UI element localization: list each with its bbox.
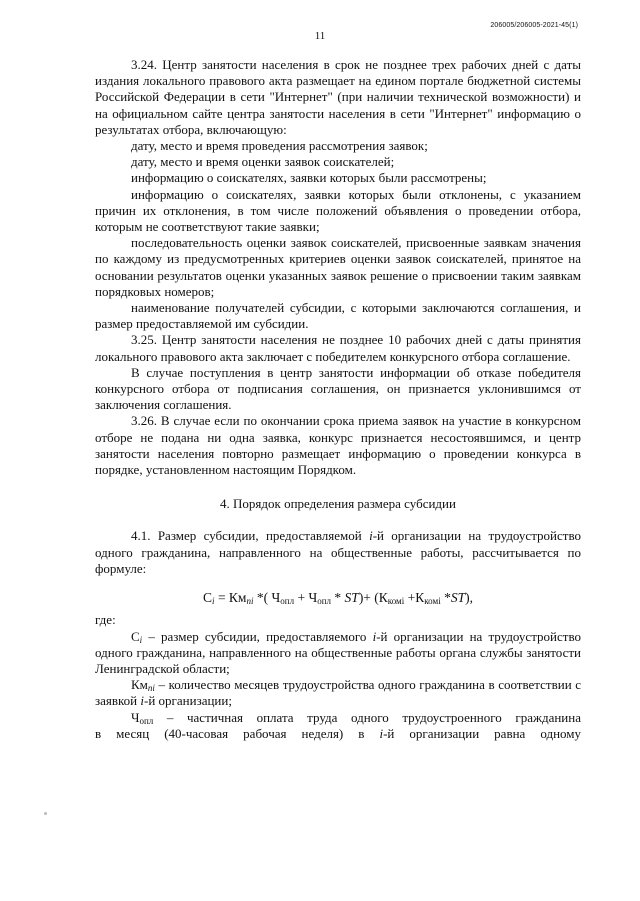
page-number: 11 [314, 30, 326, 42]
definition-ci: $С_i$ – размер субсидии, предоставляемого i-й организации на трудоустройство одного гражданина, направленного на общественные работы органа службы занятости Ленинградской области; [95, 628, 582, 676]
list-item: информацию о соискателях, заявки которых были отклонены, с указанием причин их отклонения, в том числе положений объявления о проведении отбора, которым не соответствуют такие заявки; [95, 186, 581, 235]
scan-dot [44, 812, 47, 815]
subsidy-formula: $С_i = Км_{ni}$ *( $Ч_{опл} + Ч_{опл} * ST)+ (К_{комi} +К_{комi}$ *ST), [203, 590, 473, 607]
definition-ch: $Ч_{опл}$ – частичная оплата труда одного трудоустроенного гражданина [131, 709, 581, 726]
paragraph-4-1: 4.1. Размер субсидии, предоставляемой i-й организации на трудоустройство одного гражданина, направленного на общественные работы, рассчитывается по формуле: [95, 528, 582, 576]
section-heading: 4. Порядок определения размера субсидии [220, 496, 456, 512]
where-label: где: [95, 612, 116, 628]
paragraph-3-25-refusal: В случае поступления в центр занятости информации об отказе победителя конкурсного отбора от подписания соглашения, он признается уклонившимся от заключения соглашения. [95, 364, 581, 413]
list-item: наименование получателей субсидии, с которыми заключаются соглашения, и размер предоставляемой им субсидии. [95, 300, 581, 332]
list-item: информацию о соискателях, заявки которых были рассмотрены; [131, 170, 487, 186]
paragraph-3-24: 3.24. Центр занятости населения в срок не позднее трех рабочих дней с даты издания локального правового акта размещает на едином портале бюджетной системы Российской Федерации в сети "Интернет" (при наличии технической возможности) и на официальном сайте центра занятости населения в сети "Интернет" информацию о результатах отбора, включающую: [95, 57, 581, 137]
document-code: 206005/206005-2021-45(1) [490, 22, 578, 29]
document-body [95, 57, 581, 742]
list-item: дату, место и время оценки заявок соискателей; [131, 154, 395, 170]
paragraph-3-25: 3.25. Центр занятости населения не позднее 10 рабочих дней с даты принятия локального правового акта заключает с победителем конкурсного отбора соглашение. [95, 332, 581, 364]
definition-ch-continued: в месяц (40-часовая рабочая неделя) в i-й организации равна одному [95, 725, 582, 741]
list-item: последовательность оценки заявок соискателей, присвоенные заявкам значения по каждому из предусмотренных критериев оценки заявок соискателей, принятое на основании результатов оценки указанных заявок решение о присвоении таким заявкам порядковых номеров; [95, 235, 581, 299]
list-item: дату, место и время проведения рассмотрения заявок; [131, 138, 428, 154]
paragraph-3-26: 3.26. В случае если по окончании срока приема заявок на участие в конкурсном отборе не подана ни одна заявка, конкурс признается несостоявшимся, и центр занятости населения повторно размещает информацию о проведении конкурса в порядке, установленном настоящим Порядком. [95, 413, 581, 478]
definition-km: $Км_{ni}$ – количество месяцев трудоустройства одного гражданина в соответствии с заявкой i-й организации; [95, 677, 581, 709]
